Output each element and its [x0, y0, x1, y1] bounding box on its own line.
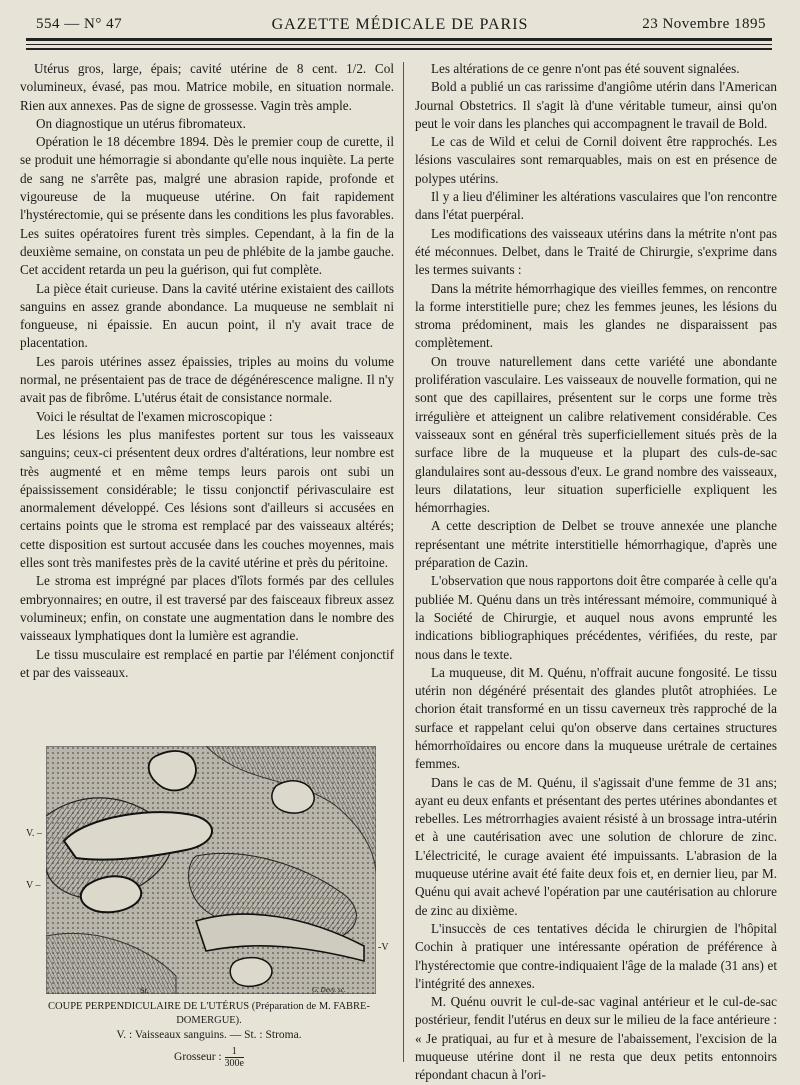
header-rule-bottom [26, 48, 772, 50]
figure-caption-magnification [20, 1046, 398, 1069]
left-column [20, 60, 394, 682]
paragraph: La muqueuse, dit M. Quénu, n'offrait aucune fongosité. Le tissu utérin non dégénéré présentait des glandes plutôt atrophiées. Le chorion était transformé en un tissu caverneux très rapproché de la surface et rappelant celui qu'on observe dans certaines structures hémorrhoïdaires ou encore dans la muqueuse urétrale de certaines femmes. [415, 664, 777, 772]
paragraph: Utérus gros, large, épais; cavité utérine de 8 cent. 1/2. Col volumineux, évasé, pas mou. Matrice mobile, en situation normale. Rien aux annexes. Pas de signe de grossesse. Vagin très ample. [20, 61, 394, 113]
header-rule-thin [26, 44, 772, 45]
paragraph: Les parois utérines assez épaissies, triples au moins du volume normal, ne présentaient pas de trace de dégénérescence maligne. Il n'y avait pas de fibrôme. L'utérus était de consistance normale. [20, 353, 394, 406]
page-number: 554 — N° 47 [36, 16, 123, 32]
microscope-section-illustration [46, 746, 376, 994]
page-header [28, 14, 772, 36]
fraction-denominator: 300e [224, 1058, 244, 1069]
paragraph: On diagnostique un utérus fibromateux. [36, 115, 246, 131]
vessel-label-right: -V [378, 942, 389, 953]
journal-title: GAZETTE MÉDICALE DE PARIS [271, 16, 529, 33]
vessel-label-top: V. – [26, 828, 42, 839]
stroma-label: St. [140, 986, 149, 995]
paragraph: L'insuccès de ces tentatives décida le chirurgien de l'hôpital Cochin à pratiquer une intéressante opération de préférence à l'hystérectomie que contre-indiquaient l'âge de la malade (31 ans) et l'intégrité des annexes. [415, 920, 777, 991]
paragraph: Le cas de Wild et celui de Cornil doivent être rapprochés. Les lésions vasculaires sont remarquables, mais on est en présence de polypes utérins. [415, 134, 777, 186]
issue-date: 23 Novembre 1895 [642, 16, 766, 32]
figure-caption-legend: V. : Vaisseaux sanguins. — St. : Stroma. [116, 1029, 302, 1041]
magnification-fraction [225, 1046, 244, 1069]
quote-paragraph: On trouve naturellement dans cette variété une abondante prolifération vasculaire. Les vaisseaux de nouvelle formation, qui ne sont que des capillaires, présentent sur le corps une forme très irrégulière et atteignent un calibre relativement considérable. Ces vaisseaux sont en général très superficiellement situés près de la surface libre de la muqueuse et la plupart des culs-de-sac glandulaires sont au-dessous d'eux. Le grand nombre des vaisseaux, leurs dilatations, leur situation superficielle expliquent les hémorrhagies. [415, 353, 777, 516]
figure-caption-title: COUPE PERPENDICULAIRE DE L'UTÉRUS (Préparation de M. FABRE-DOMERGUE). [48, 1001, 370, 1026]
paragraph: Les altérations de ce genre n'ont pas été souvent signalées. [431, 61, 740, 76]
right-column [415, 60, 777, 1085]
vessel-label-middle: V – [26, 880, 41, 891]
paragraph: Le stroma est imprégné par places d'îlots formés par des cellules embryonnaires; en outre, il est traversé par des faisceaux fibreux assez volumineux; enfin, on constate une augmentation dans le nombre des vaisseaux lymphatiques dont la lumière est agrandie. [20, 573, 394, 644]
paragraph: Les modifications des vaisseaux utérins dans la métrite n'ont pas été méconnues. Delbet, dans le Traité de Chirurgie, s'exprime dans les termes suivants : [415, 225, 777, 278]
paragraph: Dans le cas de M. Quénu, il s'agissait d'une femme de 31 ans; ayant eu deux enfants et présentant des pertes utérines abondantes et rebelles. Les métrorrhagies avaient résisté à un brossage intra-utérin et à une cautérisation avec une solution de chlorure de zinc. L'électricité, le curage avaient été impuissants. L'abrasion de la muqueuse utérine avait été faite deux fois et, en dernier lieu, par M. Quénu qui avait achevé l'opération par une cautérisation au chlorure de zinc au dixième. [415, 774, 777, 918]
paragraph: Il y a lieu d'éliminer les altérations vasculaires que l'on rencontre dans l'état puerpéral. [415, 189, 777, 223]
paragraph: Le tissu musculaire est remplacé en partie par l'élément conjonctif et par des vaisseaux. [20, 646, 394, 680]
quote-paragraph: Dans la métrite hémorrhagique des vieilles femmes, on rencontre la forme interstitielle pure; chez les femmes jeunes, les lésions du stroma prédominent, mais les glandes ne disparaissent pas complètement. [415, 280, 777, 351]
column-divider [403, 62, 404, 1062]
paragraph: La pièce était curieuse. Dans la cavité utérine existaient des caillots sanguins en assez grande abondance. La muqueuse ne semblait ni fongueuse, ni épaissie. En aucun point, il n'y avait trace de placentation. [20, 280, 394, 351]
paragraph: Voici le résultat de l'examen microscopique : [36, 408, 273, 424]
fraction-numerator: 1 [225, 1046, 244, 1058]
magnification-label: Grosseur : [174, 1051, 222, 1064]
paragraph: Les lésions les plus manifestes portent sur tous les vaisseaux sanguins; ceux-ci présentent deux ordres d'altérations, leur nombre est très augmenté et en même temps leurs parois ont subi un épaississement considérable; le tissu conjonctif périvasculaire est anormalement développé. Ces lésions sont d'ailleurs si accusées en certains points que le stroma est remplacé par des vaisseaux altérés; cette disposition est surtout accusée dans les couches moyennes, mais elles sont très manifestes près de la cavité utérine et près du péritoine. [20, 426, 394, 571]
paragraph: L'observation que nous rapportons doit être comparée à celle qu'a publiée M. Quénu dans un très intéressant mémoire, communiqué à la Société de Chirurgie, et auquel nous avons emprunté les indications bibliographiques précédentes, vérifiées, du reste, par nous dans le texte. [415, 573, 777, 662]
paragraph: A cette description de Delbet se trouve annexée une planche représentant une métrite interstitielle hémorrhagique, d'après une préparation de Cazin. [415, 518, 777, 571]
engraver-signature: G. Devy. sc. [312, 986, 346, 994]
histology-figure [20, 746, 398, 1076]
header-rule-thick [26, 38, 772, 41]
paragraph: Bold a publié un cas rarissime d'angiôme utérin dans l'American Journal Obstetrics. Il s'agit là d'une véritable tumeur, ainsi qu'on peut le voir dans les planches qui accompagnent le travail de Bold. [415, 79, 777, 131]
paragraph: Opération le 18 décembre 1894. Dès le premier coup de curette, il se produit une hémorragie si abondante qu'elle nous inquiète. La perte de sang ne s'arrête pas, malgré une abrasion rapide, profonde et vigoureuse de la muqueuse utérine. On fait rapidement l'hystérectomie, qui se présente dans les conditions les plus favorables. Les suites opératoires furent très simples. Cependant, à la fin de la deuxième semaine, on constata un peu de phlébite de la jambe gauche. Cet accident retarda un peu la guérison, qui fut complète. [20, 134, 394, 278]
paragraph: M. Quénu ouvrit le cul-de-sac vaginal antérieur et le cul-de-sac postérieur, fendit l'utérus en deux sur le milieu de la face antérieure : « Je pratiquai, au fur et à mesure de l'abaissement, l'excision de la muqueuse utérine dont il ne resta que deux petits entonnoirs répondant chacun à l'ori- [415, 994, 777, 1083]
